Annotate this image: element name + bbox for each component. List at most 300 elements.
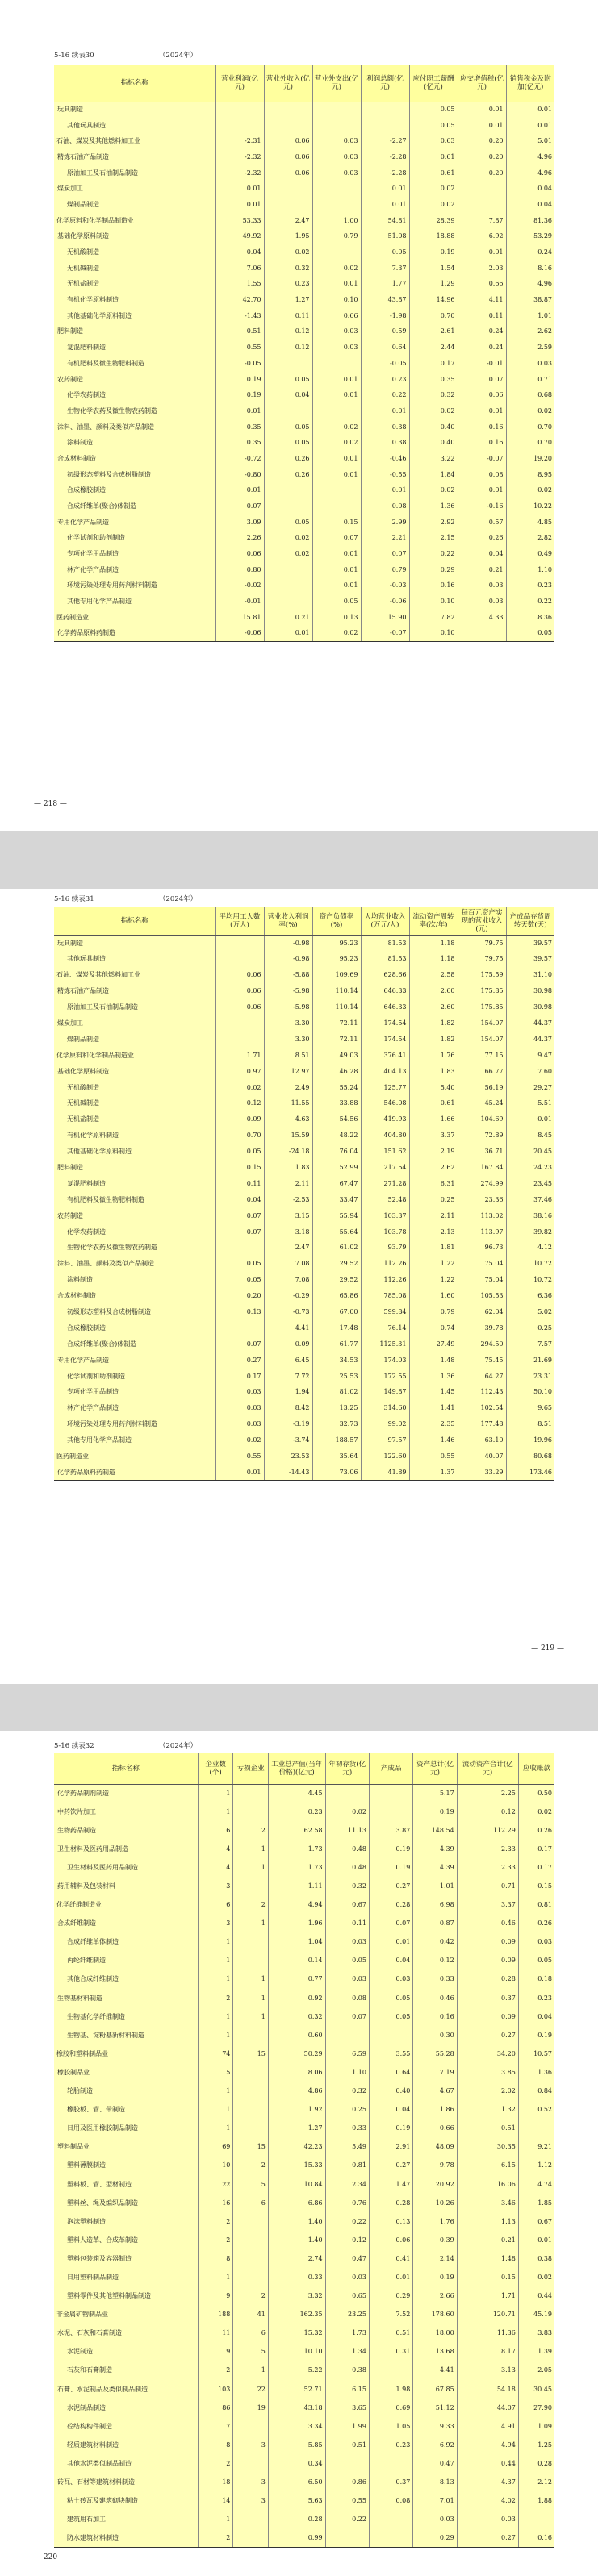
table-cell: 0.57 (458, 515, 506, 531)
table-row (54, 594, 554, 610)
table-cell: 0.07 (312, 531, 361, 547)
table-cell: 31.10 (506, 967, 554, 983)
row-label: 橡胶板、管、带制造 (54, 2101, 198, 2120)
table-cell: 9.47 (506, 1048, 554, 1064)
table-cell: 0.04 (264, 387, 312, 403)
header-row (54, 65, 554, 102)
table-cell: 1.05 (369, 2417, 412, 2436)
table-cell (458, 197, 506, 213)
table-cell: 39.82 (506, 1224, 554, 1240)
table-cell: 0.27 (457, 2529, 518, 2548)
table-cell: 0.01 (458, 118, 506, 134)
table-cell: 0.55 (215, 340, 264, 356)
row-label: 有机化学原料制造 (54, 1128, 215, 1144)
table-row (54, 1840, 554, 1858)
table-cell: 15.59 (264, 1128, 312, 1144)
table-cell: 0.38 (361, 419, 409, 436)
table-cell: 0.02 (518, 1803, 554, 1821)
table-cell: 1.39 (518, 2343, 554, 2361)
table-cell: 73.06 (312, 1465, 361, 1481)
table-row (54, 2045, 554, 2063)
table-row (54, 531, 554, 547)
table-row (54, 2063, 554, 2082)
row-label: 环境污染处理专用药剂材料制造 (54, 1416, 215, 1432)
table-cell: 0.70 (409, 308, 458, 324)
table-cell: 2.61 (409, 324, 458, 340)
table-cell: 1.34 (325, 2343, 369, 2361)
table-cell: 7.08 (264, 1272, 312, 1288)
table-cell: 0.67 (325, 1896, 369, 1915)
table-cell (264, 356, 312, 372)
table-row (54, 1272, 554, 1288)
table-cell: 0.23 (369, 2436, 412, 2454)
table-row (54, 2324, 554, 2343)
table-cell: -0.73 (264, 1304, 312, 1320)
table-cell (369, 2529, 412, 2548)
table-cell: 8.36 (506, 610, 554, 626)
table-cell: 0.04 (369, 1952, 412, 1970)
table-cell: 0.05 (215, 1144, 264, 1160)
table-cell: 151.62 (361, 1144, 409, 1160)
table-cell: 53.33 (215, 213, 264, 229)
table-cell: 120.71 (457, 2306, 518, 2324)
table-cell: 27.90 (518, 2399, 554, 2417)
table-cell: 22 (233, 2380, 269, 2399)
table-cell: 81.53 (361, 936, 409, 952)
table-cell: 3 (198, 1915, 233, 1933)
table-cell: 81.36 (506, 213, 554, 229)
table-cell (233, 2511, 269, 2529)
table-cell: 0.23 (268, 1803, 325, 1821)
table-cell: 2.25 (457, 1784, 518, 1803)
table-cell: -1.98 (361, 308, 409, 324)
table-row (54, 1032, 554, 1048)
table-cell: 0.05 (264, 372, 312, 388)
row-label: 砼结构构件制造 (54, 2417, 198, 2436)
table-cell: 3.55 (369, 2045, 412, 2063)
row-label: 煤制品制造 (54, 1032, 215, 1048)
table-cell: 45.24 (458, 1095, 506, 1111)
table-cell: 0.03 (458, 594, 506, 610)
table-cell: 10.26 (413, 2194, 457, 2212)
table-cell: 61.77 (312, 1336, 361, 1353)
table-cell: 56.19 (458, 1080, 506, 1096)
row-label: 非金属矿物制品业 (54, 2306, 198, 2324)
table-cell: 0.47 (325, 2249, 369, 2268)
table-cell: 0.01 (458, 403, 506, 419)
table-cell: 1.47 (369, 2175, 412, 2194)
table-cell: 1.04 (268, 1933, 325, 1952)
table-cell (369, 1784, 412, 1803)
table-cell: -3.19 (264, 1416, 312, 1432)
table-cell: 0.01 (361, 181, 409, 197)
table-cell: 1 (198, 1933, 233, 1952)
row-label: 石灰和石膏制造 (54, 2361, 198, 2380)
table-cell: 0.46 (413, 1989, 457, 2007)
table-cell: 0.06 (264, 133, 312, 149)
table-cell: 0.09 (457, 1933, 518, 1952)
table-cell: 24.23 (506, 1160, 554, 1176)
table-cell: 1.41 (409, 1400, 458, 1416)
table-cell: 1 (198, 1970, 233, 1989)
table-row (54, 1304, 554, 1320)
table-cell: 0.51 (369, 2324, 412, 2343)
table-cell: 0.87 (413, 1915, 457, 1933)
table-cell: 0.70 (506, 435, 554, 451)
table-row (54, 2492, 554, 2511)
table-cell: 148.54 (413, 1821, 457, 1840)
table-cell: 38.16 (506, 1208, 554, 1224)
table-row (54, 2175, 554, 2194)
table-cell: 65.86 (312, 1288, 361, 1304)
table-row (54, 999, 554, 1015)
table-cell: 0.60 (268, 2026, 325, 2045)
table-cell: 55.64 (312, 1224, 361, 1240)
table-cell: 0.99 (268, 2529, 325, 2548)
table-cell (215, 1032, 264, 1048)
table-cell: 0.17 (409, 356, 458, 372)
table-cell: 8.51 (264, 1048, 312, 1064)
table-cell: 1.10 (506, 562, 554, 578)
table-cell: 6.36 (506, 1288, 554, 1304)
table-cell: 1.94 (264, 1384, 312, 1400)
table-cell: 1.73 (268, 1858, 325, 1877)
table-cell (518, 2120, 554, 2138)
table-cell: 0.27 (369, 2157, 412, 2175)
table-cell (361, 118, 409, 134)
table-cell (233, 1877, 269, 1895)
table-row (54, 967, 554, 983)
table-cell: 0.03 (518, 1933, 554, 1952)
page-gap (0, 831, 598, 889)
table-cell: 23.53 (264, 1448, 312, 1465)
table-cell: 1125.31 (361, 1336, 409, 1353)
table-cell: 0.12 (215, 1095, 264, 1111)
row-label: 涂料、油墨、颜料及类似产品制造 (54, 1256, 215, 1272)
table-row (54, 515, 554, 531)
table-row (54, 1048, 554, 1064)
table-cell: 0.03 (506, 356, 554, 372)
row-label: 合成材料制造 (54, 451, 215, 467)
table-cell: 2.14 (413, 2249, 457, 2268)
table-cell: 2.05 (518, 2361, 554, 2380)
table-cell: 1 (198, 2101, 233, 2120)
table-cell: 1.18 (409, 936, 458, 952)
row-label: 塑料丝、绳及编织品制造 (54, 2194, 198, 2212)
table-cell: 0.13 (369, 2212, 412, 2231)
table-row (54, 2361, 554, 2380)
table-cell: 15 (233, 2045, 269, 2063)
table-cell: 0.21 (457, 2231, 518, 2249)
table-cell: 18.88 (409, 229, 458, 245)
table-cell (233, 2417, 269, 2436)
table-row (54, 2417, 554, 2436)
table-cell: 0.03 (215, 1384, 264, 1400)
table-cell: 55.28 (413, 2045, 457, 2063)
table-cell: 1.76 (409, 1048, 458, 1064)
table-cell: 6 (198, 1821, 233, 1840)
row-label: 化学纤维制造业 (54, 1896, 198, 1915)
table-cell: 42.70 (215, 292, 264, 308)
table-cell: 5.51 (506, 1095, 554, 1111)
table-cell: 0.33 (325, 2120, 369, 2138)
table-cell: 19.96 (506, 1432, 554, 1448)
table-cell: 1.84 (409, 467, 458, 483)
table-cell: 0.26 (264, 451, 312, 467)
table-cell: 0.11 (325, 1915, 369, 1933)
table-cell: 15 (233, 2138, 269, 2157)
table-cell: 103.37 (361, 1208, 409, 1224)
table-cell: 10.57 (518, 2045, 554, 2063)
row-label: 防水建筑材料制造 (54, 2529, 198, 2548)
table-cell: 0.41 (369, 2249, 412, 2268)
table-cell: 0.02 (312, 626, 361, 642)
table-cell: 66.77 (458, 1064, 506, 1080)
table-cell (325, 2026, 369, 2045)
table-cell: 16 (198, 2194, 233, 2212)
row-label: 有机肥料及微生物肥料制造 (54, 356, 215, 372)
column-header: 营业外支出(亿元) (312, 65, 361, 102)
table-cell: 0.61 (409, 165, 458, 181)
table-cell: 0.16 (458, 435, 506, 451)
table-cell (233, 1784, 269, 1803)
table-cell: 5.49 (325, 2138, 369, 2157)
table-cell: 0.33 (413, 1970, 457, 1989)
table-year: （2024年） (159, 895, 198, 903)
table-cell: 4.45 (268, 1784, 325, 1803)
table-cell: 0.20 (215, 1288, 264, 1304)
table-cell: 45.19 (518, 2306, 554, 2324)
table-cell: 0.29 (369, 2287, 412, 2306)
table-cell: 0.01 (312, 451, 361, 467)
table-cell: 2 (233, 2287, 269, 2306)
table-cell (264, 118, 312, 134)
table-cell: 9.33 (413, 2417, 457, 2436)
row-label: 专用化学产品制造 (54, 515, 215, 531)
table-cell: 0.02 (264, 546, 312, 562)
table-cell: 0.46 (457, 1915, 518, 1933)
column-header: 销售税金及附加(亿元) (506, 65, 554, 102)
table-cell: 12.97 (264, 1064, 312, 1080)
row-label: 塑料人造革、合成革制造 (54, 2231, 198, 2249)
table-cell: 8.95 (506, 467, 554, 483)
table-cell: 0.02 (215, 1432, 264, 1448)
table-caption (54, 1740, 197, 1750)
column-header: 平均用工人数(万人) (215, 907, 264, 936)
table-cell: 1 (198, 2511, 233, 2529)
table-cell: 7.08 (264, 1256, 312, 1272)
row-label: 日用塑料制品制造 (54, 2268, 198, 2286)
table-cell (369, 2026, 412, 2045)
table-cell: 81.02 (312, 1384, 361, 1400)
table-cell (312, 498, 361, 515)
table-row (54, 1256, 554, 1272)
table-cell: 0.22 (325, 2212, 369, 2231)
table-cell: 6.59 (325, 2045, 369, 2063)
table-cell: 0.01 (215, 181, 264, 197)
row-label: 无机碱制造 (54, 1095, 215, 1111)
row-label: 水泥制造 (54, 2343, 198, 2361)
table-cell: 0.31 (369, 2343, 412, 2361)
table-cell: 7.82 (409, 610, 458, 626)
table-cell: 48.09 (413, 2138, 457, 2157)
table-cell: 0.01 (506, 118, 554, 134)
table-cell: 646.33 (361, 999, 409, 1015)
table-cell: 0.49 (506, 546, 554, 562)
table-cell (312, 118, 361, 134)
table-cell: 0.08 (369, 2492, 412, 2511)
table-row (54, 197, 554, 213)
table-cell: 0.51 (325, 2436, 369, 2454)
table-row (54, 324, 554, 340)
table-cell (233, 2082, 269, 2101)
row-label: 塑料薄膜制造 (54, 2157, 198, 2175)
table-cell: 0.01 (361, 197, 409, 213)
table-cell: 0.08 (361, 498, 409, 515)
table-cell: 1.32 (457, 2101, 518, 2120)
table-row (54, 498, 554, 515)
table-cell: 0.06 (215, 983, 264, 999)
table-cell: 0.13 (312, 610, 361, 626)
table-cell: 0.65 (325, 2287, 369, 2306)
table-cell (233, 2529, 269, 2548)
table-cell: -0.01 (458, 356, 506, 372)
table-row (54, 340, 554, 356)
table-cell: 175.85 (458, 983, 506, 999)
table-cell: 76.04 (312, 1144, 361, 1160)
table-cell: 154.07 (458, 1015, 506, 1032)
table-cell: 1.22 (409, 1272, 458, 1288)
row-label: 基础化学原料制造 (54, 229, 215, 245)
table-cell: 3 (233, 2492, 269, 2511)
table-cell: 0.01 (506, 1111, 554, 1128)
table-cell: 1 (198, 1803, 233, 1821)
table-cell: 1.73 (325, 2324, 369, 2343)
row-label: 轮胎制造 (54, 2082, 198, 2101)
table-cell: 0.02 (312, 435, 361, 451)
table-cell: 0.97 (215, 1064, 264, 1080)
table-cell: 7.72 (264, 1369, 312, 1385)
table-cell: 8.16 (506, 261, 554, 277)
table-cell: 0.02 (409, 181, 458, 197)
table-cell: 4.41 (413, 2361, 457, 2380)
table-row (54, 2380, 554, 2399)
table-cell: 113.02 (458, 1208, 506, 1224)
table-cell: 0.70 (215, 1128, 264, 1144)
table-year: （2024年） (159, 1742, 198, 1750)
table-cell: 0.21 (264, 610, 312, 626)
table-cell: 419.93 (361, 1111, 409, 1128)
table-cell: 0.66 (413, 2120, 457, 2138)
table-cell: 1.60 (409, 1288, 458, 1304)
table-cell: 34.53 (312, 1353, 361, 1369)
table-cell: 8 (198, 2436, 233, 2454)
table-cell: 1.82 (409, 1015, 458, 1032)
table-cell: 110.14 (312, 999, 361, 1015)
table-cell: 0.84 (518, 2082, 554, 2101)
table-cell: 5.02 (506, 1304, 554, 1320)
table-cell: 0.05 (215, 1256, 264, 1272)
column-header: 流动资产周转率(次/年) (409, 907, 458, 936)
column-header: 年初存货(亿元) (325, 1753, 369, 1784)
table-cell: 4.94 (268, 1896, 325, 1915)
table-cell: 37.46 (506, 1192, 554, 1208)
table-row (54, 356, 554, 372)
table-cell: 7.06 (215, 261, 264, 277)
table-cell (458, 626, 506, 642)
table-row (54, 1080, 554, 1096)
table-cell: 9.21 (518, 2138, 554, 2157)
table-row (54, 2120, 554, 2138)
table-row (54, 2212, 554, 2231)
table-cell: 149.87 (361, 1384, 409, 1400)
table-cell: 21.69 (506, 1353, 554, 1369)
table-cell: 1 (198, 1952, 233, 1970)
table-cell: 0.06 (215, 546, 264, 562)
table-cell: 0.27 (457, 2026, 518, 2045)
column-header: 工业总产值(当年价格)(亿元) (268, 1753, 325, 1784)
table-cell: 6 (233, 2324, 269, 2343)
table-cell: 0.40 (409, 435, 458, 451)
row-label: 合成纤维制造 (54, 1915, 198, 1933)
data-table-32 (54, 1753, 554, 2548)
table-cell: 103 (198, 2380, 233, 2399)
table-cell: 1.83 (409, 1064, 458, 1080)
table-cell: 122.60 (361, 1448, 409, 1465)
table-row (54, 1877, 554, 1895)
table-cell: 2 (198, 2529, 233, 2548)
table-cell: -0.02 (215, 578, 264, 594)
table-cell: 2.82 (506, 531, 554, 547)
row-label: 其他专用化学产品制造 (54, 594, 215, 610)
table-cell: 0.07 (361, 546, 409, 562)
table-cell: 2 (233, 2157, 269, 2175)
table-cell: 62.04 (458, 1304, 506, 1320)
table-cell: 0.74 (409, 1320, 458, 1336)
table-row (54, 261, 554, 277)
table-cell: 1.83 (264, 1160, 312, 1176)
table-cell: 19.20 (506, 451, 554, 467)
table-cell: 43.18 (268, 2399, 325, 2417)
table-row (54, 229, 554, 245)
table-cell: 1.88 (518, 2492, 554, 2511)
table-cell: 0.15 (457, 2268, 518, 2286)
table-cell: 1.45 (409, 1384, 458, 1400)
table-cell: 0.66 (312, 308, 361, 324)
table-cell: 0.01 (264, 626, 312, 642)
table-cell: -2.28 (361, 149, 409, 165)
table-cell (233, 1803, 269, 1821)
column-header: 利润总额(亿元) (361, 65, 409, 102)
table-cell: -0.98 (264, 951, 312, 967)
row-label: 橡胶制品业 (54, 2063, 198, 2082)
table-cell (264, 483, 312, 499)
table-cell: 0.70 (506, 419, 554, 436)
table-cell: -0.01 (215, 594, 264, 610)
column-header: 流动资产合计(亿元) (457, 1753, 518, 1784)
table-cell: 0.03 (458, 578, 506, 594)
table-cell: 177.48 (458, 1416, 506, 1432)
table-cell: 42.23 (268, 2138, 325, 2157)
table-cell: 3.13 (457, 2361, 518, 2380)
table-cell: 79.75 (458, 936, 506, 952)
table-cell: 0.11 (458, 308, 506, 324)
table-cell: 77.15 (458, 1048, 506, 1064)
table-cell: 3.15 (264, 1208, 312, 1224)
table-cell: 1 (198, 2268, 233, 2286)
table-cell: 1.73 (268, 1840, 325, 1858)
table-row (54, 1095, 554, 1111)
